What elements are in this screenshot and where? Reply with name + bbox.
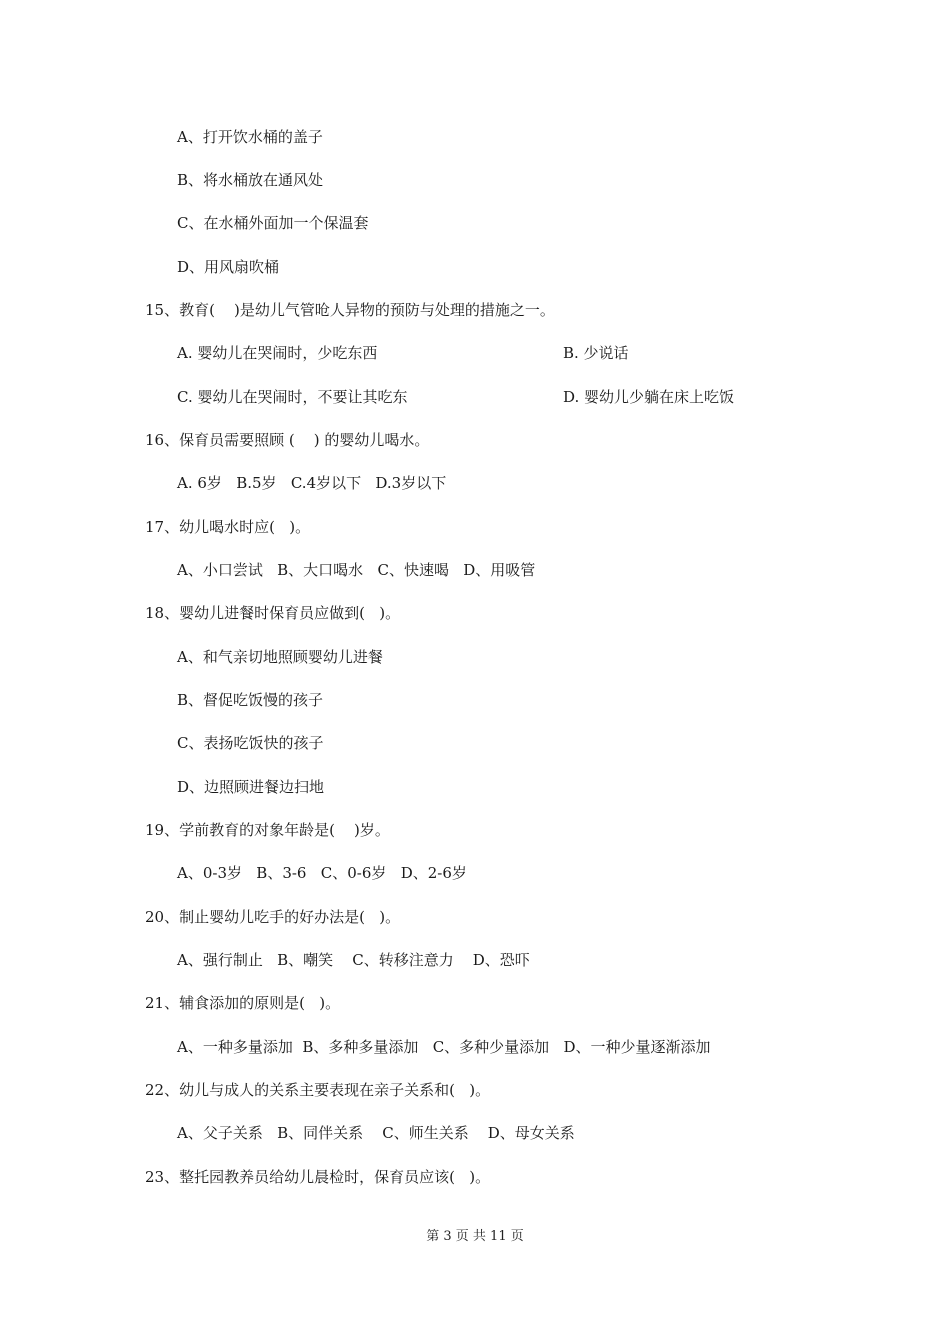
question-23: 23、整托园教养员给幼儿晨检时，保育员应该( )。 xyxy=(145,1168,491,1186)
options-22: A、父子关系 B、同伴关系 C、师生关系 D、母女关系 xyxy=(177,1124,575,1142)
question-17: 17、幼儿喝水时应( )。 xyxy=(145,518,311,536)
option-18c: C、表扬吃饭快的孩子 xyxy=(177,734,324,752)
question-15: 15、教育( )是幼儿气管呛人异物的预防与处理的措施之一。 xyxy=(145,301,555,319)
options-19: A、0-3岁 B、3-6 C、0-6岁 D、2-6岁 xyxy=(177,864,467,882)
option-15a: A. 婴幼儿在哭闹时，少吃东西 xyxy=(177,344,378,362)
options-16: A. 6岁 B.5岁 C.4岁以下 D.3岁以下 xyxy=(177,474,447,492)
option-18d: D、边照顾进餐边扫地 xyxy=(177,778,325,796)
option-15d: D. 婴幼儿少躺在床上吃饭 xyxy=(563,388,735,406)
question-18: 18、婴幼儿进餐时保育员应做到( )。 xyxy=(145,604,401,622)
options-20: A、强行制止 B、嘲笑 C、转移注意力 D、恐吓 xyxy=(177,951,530,969)
question-21: 21、辅食添加的原则是( )。 xyxy=(145,994,341,1012)
question-22: 22、幼儿与成人的关系主要表现在亲子关系和( )。 xyxy=(145,1081,491,1099)
question-16: 16、保育员需要照顾 ( ) 的婴幼儿喝水。 xyxy=(145,431,430,449)
option-15b: B. 少说话 xyxy=(563,344,629,362)
question-19: 19、学前教育的对象年龄是( )岁。 xyxy=(145,821,390,839)
option-14c: C、在水桶外面加一个保温套 xyxy=(177,214,369,232)
option-15c: C. 婴幼儿在哭闹时，不要让其吃东 xyxy=(177,388,408,406)
question-20: 20、制止婴幼儿吃手的好办法是( )。 xyxy=(145,908,401,926)
option-18b: B、督促吃饭慢的孩子 xyxy=(177,691,324,709)
option-14b: B、将水桶放在通风处 xyxy=(177,171,324,189)
options-21: A、一种多量添加 B、多种多量添加 C、多种少量添加 D、一种少量逐渐添加 xyxy=(177,1038,711,1056)
option-14a: A、打开饮水桶的盖子 xyxy=(177,128,323,146)
option-18a: A、和气亲切地照顾婴幼儿进餐 xyxy=(177,648,383,666)
options-17: A、小口尝试 B、大口喝水 C、快速喝 D、用吸管 xyxy=(177,561,536,579)
page-footer: 第 3 页 共 11 页 xyxy=(426,1229,524,1244)
option-14d: D、用风扇吹桶 xyxy=(177,258,280,276)
